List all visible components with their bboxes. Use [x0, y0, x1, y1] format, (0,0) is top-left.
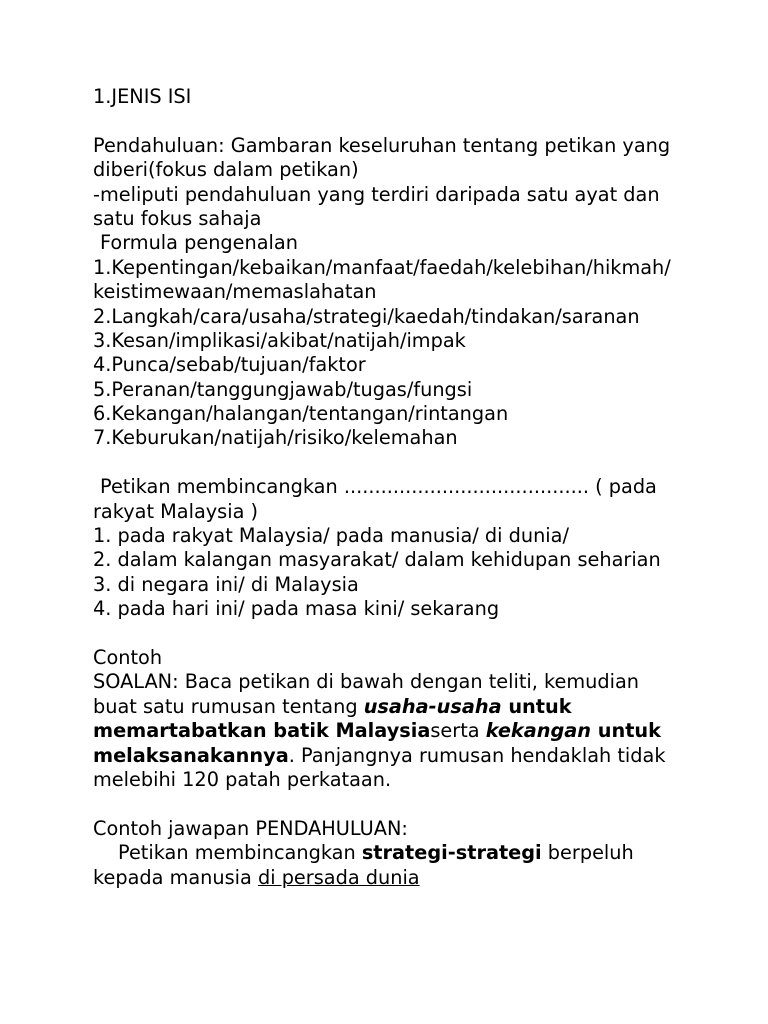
soalan-line: SOALAN: Baca petikan di bawah dengan teliti, kemudian [93, 670, 640, 694]
section-heading: 1.JENIS ISI [93, 85, 192, 108]
emphasis-untuk: untuk [501, 694, 572, 718]
blank-line [93, 109, 733, 133]
petikan-template-line: rakyat Malaysia ) [93, 499, 259, 523]
formula-item: 5.Peranan/tanggungjawab/tugas/fungsi [93, 377, 473, 401]
petikan-option: 2. dalam kalangan masyarakat/ dalam kehidupan seharian [93, 548, 661, 572]
formula-item: 6.Kekangan/halangan/tentangan/rintangan [93, 402, 509, 426]
petikan-option: 1. pada rakyat Malaysia/ pada manusia/ di dunia/ [93, 524, 569, 548]
jawapan-line [93, 841, 733, 865]
emphasis-memartabatkan: memartabatkan batik Malaysia [93, 719, 431, 743]
pendahuluan-line: diberi(fokus dalam petikan) [93, 158, 359, 182]
emphasis-strategi: strategi-strategi [361, 841, 542, 865]
document-body [93, 85, 733, 890]
blank-line [93, 792, 733, 816]
petikan-option: 4. pada hari ini/ pada masa kini/ sekarang [93, 597, 500, 621]
blank-line [93, 622, 733, 646]
pendahuluan-line: satu fokus sahaja [93, 206, 262, 230]
jawapan-text: berpeluh [541, 841, 634, 865]
soalan-text: buat satu rumusan tentang [93, 694, 364, 718]
jawapan-text: kepada manusia [93, 865, 258, 889]
formula-item: 7.Keburukan/natijah/risiko/kelemahan [93, 426, 458, 450]
blank-line [93, 451, 733, 475]
contoh-label: Contoh [93, 645, 163, 669]
formula-item: keistimewaan/memaslahatan [93, 280, 377, 304]
jawapan-text: Petikan membincangkan [118, 841, 362, 865]
jawapan-label: Contoh jawapan PENDAHULUAN: [93, 816, 408, 840]
soalan-line [93, 695, 733, 719]
formula-item: 2.Langkah/cara/usaha/strategi/kaedah/tindakan/saranan [93, 304, 640, 328]
soalan-text: serta [430, 719, 486, 743]
pendahuluan-line: Pendahuluan: Gambaran keseluruhan tentang petikan yang [93, 133, 671, 157]
jawapan-line [93, 866, 733, 890]
underlined-focus: di persada dunia [257, 865, 420, 889]
emphasis-untuk: untuk [591, 719, 661, 743]
formula-title: Formula pengenalan [100, 231, 298, 255]
pendahuluan-line: -meliputi pendahuluan yang terdiri daripada satu ayat dan [93, 182, 660, 206]
formula-item: 3.Kesan/implikasi/akibat/natijah/impak [93, 328, 466, 352]
soalan-line [93, 719, 733, 743]
formula-item: 1.Kepentingan/kebaikan/manfaat/faedah/kelebihan/hikmah/ [93, 255, 671, 279]
soalan-text: . Panjangnya rumusan hendaklah tidak [288, 743, 666, 767]
soalan-line [93, 744, 733, 768]
emphasis-melaksanakannya: melaksanakannya [93, 743, 289, 767]
petikan-option: 3. di negara ini/ di Malaysia [93, 572, 359, 596]
emphasis-kekangan: kekangan [485, 719, 592, 743]
formula-item: 4.Punca/sebab/tujuan/faktor [93, 353, 366, 377]
emphasis-usaha-usaha: usaha-usaha [363, 694, 502, 718]
soalan-line: melebihi 120 patah perkataan. [93, 767, 392, 791]
petikan-template-line: Petikan membincangkan ........................................ ( pada [100, 475, 657, 499]
